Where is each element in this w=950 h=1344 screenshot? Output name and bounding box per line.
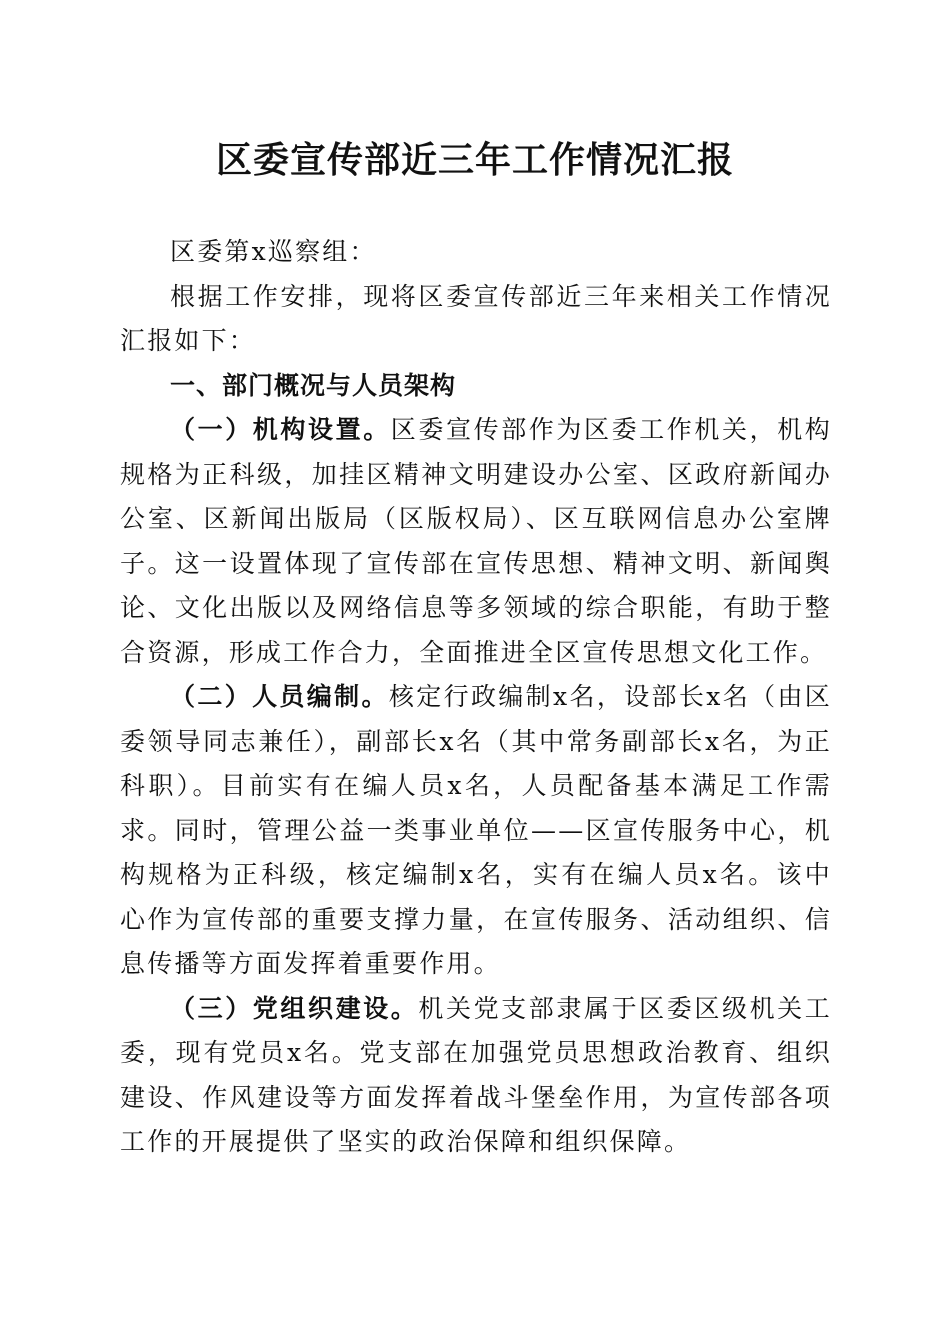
paragraph-staffing: [120, 675, 832, 987]
paragraph-text: 机关党支部隶属于区委区级机关工委，现有党员x名。党支部在加强党员思想政治教育、组织建设、作风建设等方面发挥着战斗堡垒作用，为宣传部各项工作的开展提供了坚实的政治保障和组织保障。: [120, 993, 832, 1156]
paragraph-lead: （三）党组织建设。: [170, 993, 419, 1023]
paragraph-party-building: [120, 987, 832, 1165]
paragraph-text: 核定行政编制x名，设部长x名（由区委领导同志兼任），副部长x名（其中常务副部长x名，为正科职）。目前实有在编人员x名，人员配备基本满足工作需求。同时，管理公益一类事业单位——区宣传服务中心，机构规格为正科级，核定编制x名，实有在编人员x名。该中心作为宣传部的重要支撑力量，在宣传服务、活动组织、信息传播等方面发挥着重要作用。: [120, 682, 832, 978]
paragraph-lead: （一）机构设置。: [170, 415, 391, 444]
intro-paragraph: 根据工作安排，现将区委宣传部近三年来相关工作情况汇报如下：: [120, 281, 832, 355]
document-body: [120, 230, 832, 1165]
document-title: 区委宣传部近三年工作情况汇报: [215, 139, 734, 181]
paragraph-lead: （二）人员编制。: [170, 682, 389, 711]
salutation: 区委第x巡察组：: [170, 237, 377, 266]
section-heading: 一、部门概况与人员架构: [170, 370, 457, 400]
paragraph-text: 区委宣传部作为区委工作机关，机构规格为正科级，加挂区精神文明建设办公室、区政府新闻办公室、区新闻出版局（区版权局）、区互联网信息办公室牌子。这一设置体现了宣传部在宣传思想、精神文明、新闻舆论、文化出版以及网络信息等多领域的综合职能，有助于整合资源，形成工作合力，全面推进全区宣传思想文化工作。: [120, 415, 832, 667]
paragraph-org-setup: [120, 408, 832, 675]
